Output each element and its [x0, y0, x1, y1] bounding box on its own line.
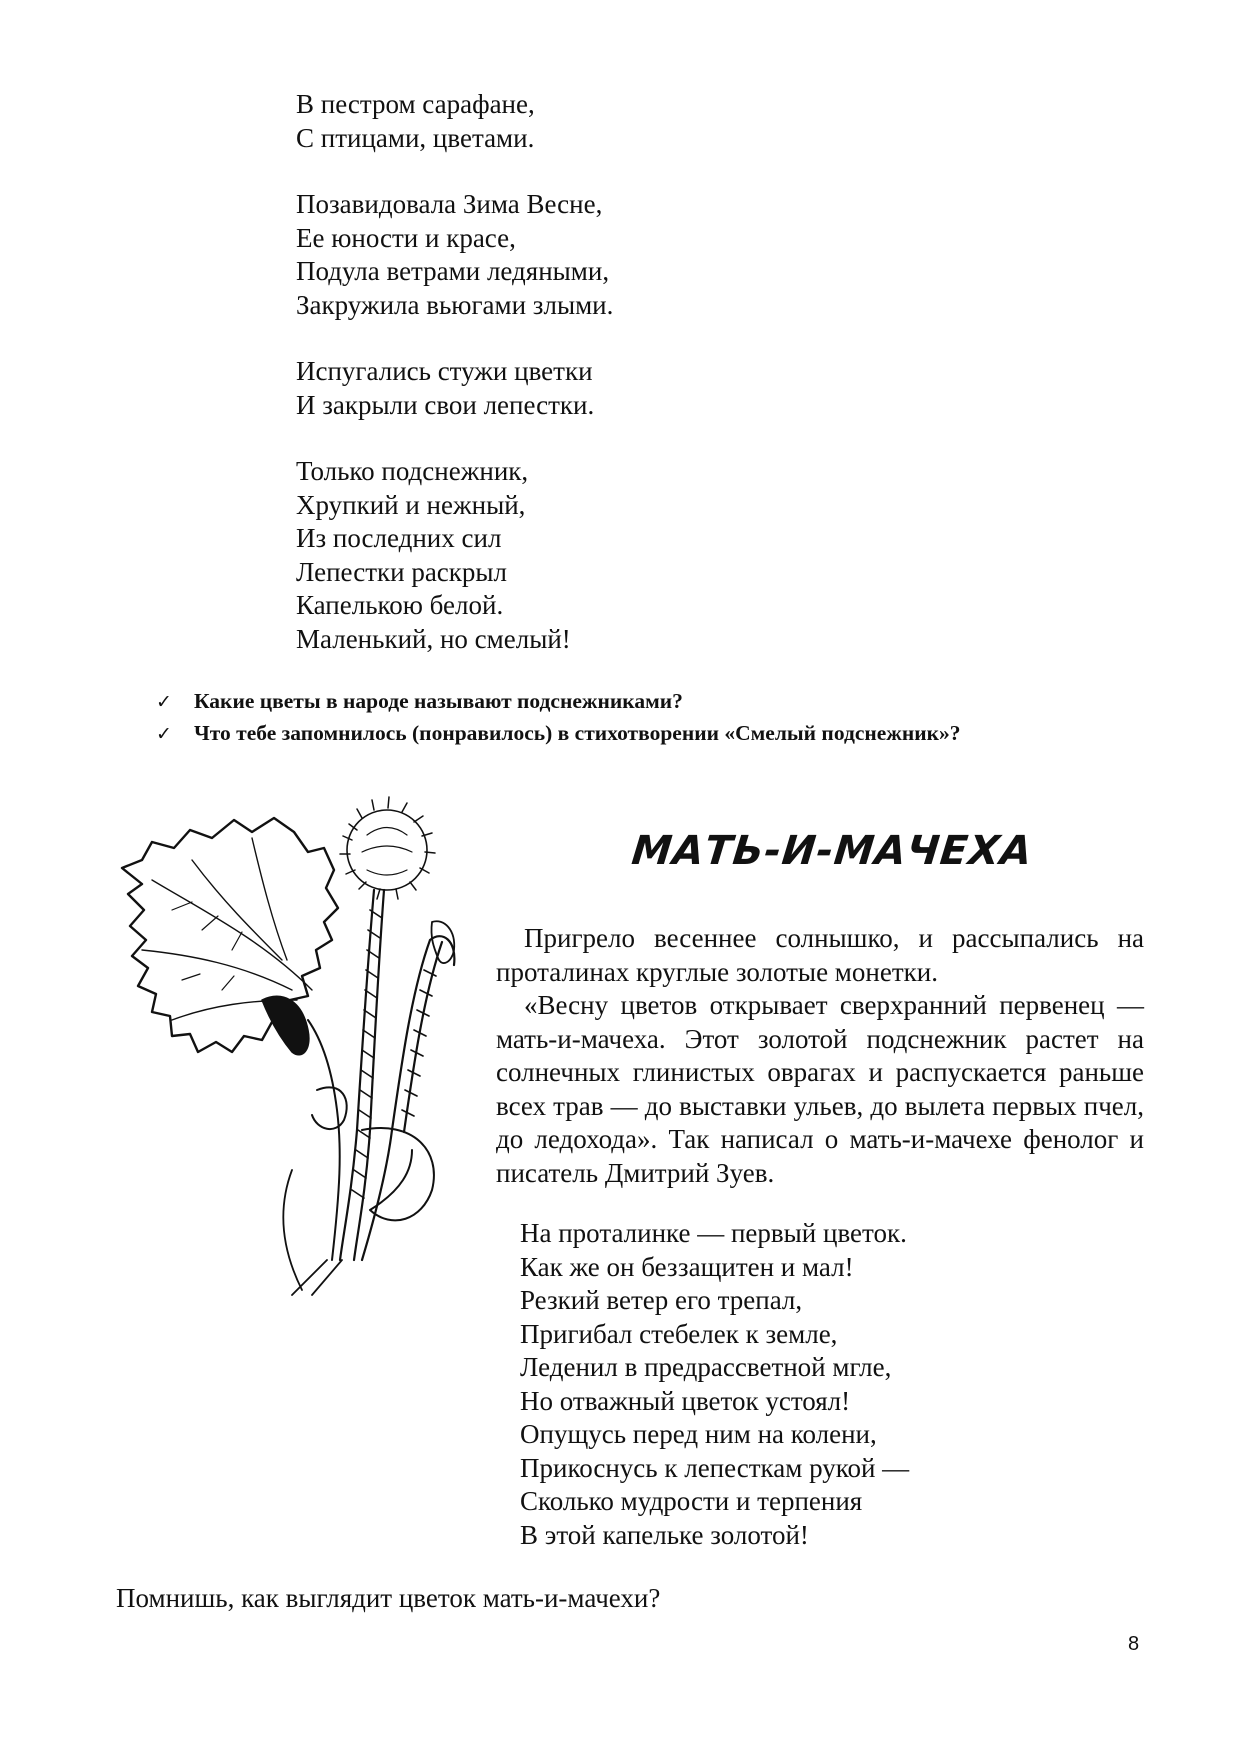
poem-line: Позавидовала Зима Весне,: [296, 189, 603, 219]
question-item: [156, 718, 961, 750]
leaf: [122, 818, 340, 1260]
poem-line: Лепестки раскрыл: [296, 556, 508, 587]
poem-line: Хрупкий и нежный,: [296, 489, 526, 520]
poem-line: Прикоснусь к лепесткам рукой —: [520, 1452, 910, 1483]
poem-stanza: [296, 88, 613, 155]
checkmark-icon: ✓: [156, 723, 172, 745]
poem-line: Пригибал стебелек к земле,: [520, 1318, 838, 1349]
poem-line: Опущусь перед ним на колени,: [520, 1419, 877, 1449]
poem-line: В этой капельке золотой!: [520, 1519, 809, 1550]
poem-stanza: [296, 455, 613, 656]
poem-line: Подула ветрами ледяными,: [296, 256, 610, 286]
question-text: Какие цветы в народе называют подснежниками?: [194, 689, 683, 713]
question-item: [156, 686, 961, 718]
poem-line: С птицами, цветами.: [296, 122, 535, 153]
poem-stanza: [296, 188, 613, 322]
question-text: Что тебе запомнилось (понравилось) в стихотворении «Смелый подснежник»?: [194, 721, 961, 745]
poem-line: В пестром сарафане,: [296, 89, 535, 119]
coltsfoot-plant-drawing-icon: [112, 790, 502, 1310]
section-title: МАТЬ-И-МАЧЕХА: [629, 828, 1035, 874]
page-number: 8: [1128, 1633, 1140, 1655]
checkmark-icon: ✓: [156, 691, 172, 713]
question-list: [156, 686, 961, 750]
poem-line: Капелькою белой.: [296, 590, 504, 620]
poem-stanza: [296, 355, 613, 422]
poem-line: Закружила вьюгами злыми.: [296, 289, 614, 320]
poem-line: Резкий ветер его трепал,: [520, 1285, 803, 1315]
base-leaf: [362, 1128, 434, 1220]
poem-line: Но отважный цветок устоял!: [520, 1385, 851, 1416]
section-prose: [496, 922, 1144, 1190]
closing-question: Помнишь, как выглядит цветок мать-и-мачехи?: [116, 1583, 661, 1613]
section-poem: [520, 1217, 909, 1552]
top-poem: [296, 88, 613, 656]
poem-line: Ее юности и красе,: [296, 222, 516, 253]
poem-line: И закрыли свои лепестки.: [296, 389, 595, 420]
poem-line: Испугались стужи цветки: [296, 356, 593, 386]
poem-line: Только подснежник,: [296, 456, 529, 486]
flower-head: [340, 797, 435, 899]
poem-line: Леденил в предрассветной мгле,: [520, 1352, 892, 1382]
poem-line: Сколько мудрости и терпения: [520, 1486, 863, 1516]
poem-line: Как же он беззащитен и мал!: [520, 1251, 854, 1282]
poem-line: На проталинке — первый цветок.: [520, 1218, 907, 1248]
paragraph: «Весну цветов открывает сверхранний первенец — мать-и-мачеха. Этот золотой подснежник растет на солнечных глинистых оврагах и распускается раньше всех трав — до выставки ульев, до вылета первых пчел, до ледохода». Так написал о мать-и-мачехе фенолог и писатель Дмитрий Зуев.: [496, 990, 1144, 1188]
paragraph: Пригрело весеннее солнышко, и рассыпались на проталинах круглые золотые монетки.: [496, 923, 1144, 987]
poem-line: Маленький, но смелый!: [296, 623, 571, 654]
poem-line: Из последних сил: [296, 523, 502, 553]
